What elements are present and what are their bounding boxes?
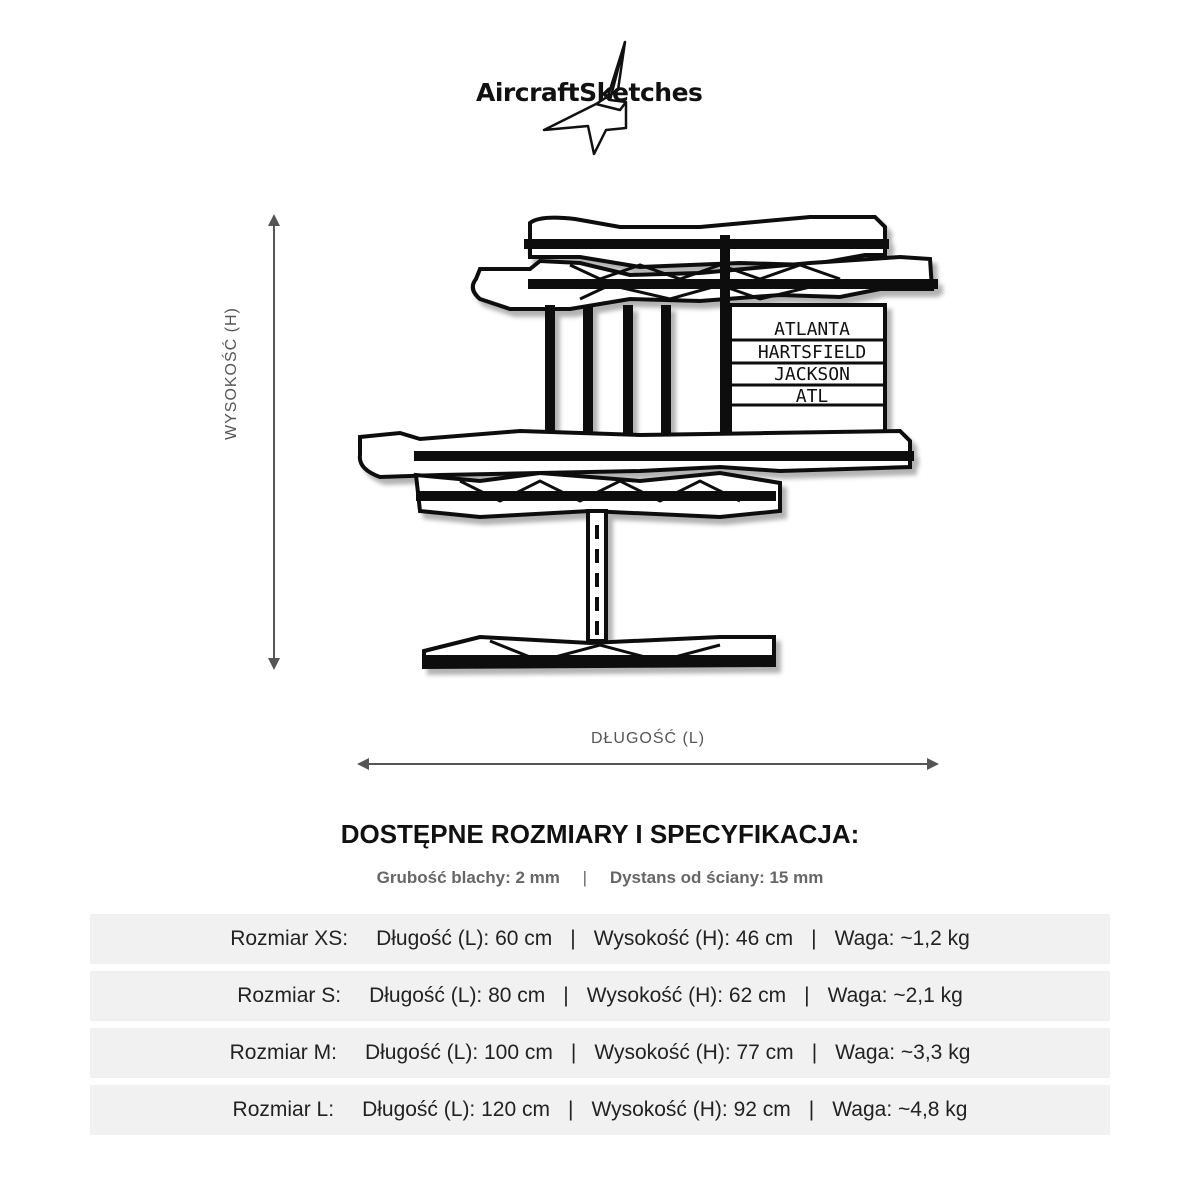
size-weight: Waga: ~1,2 kg [834,927,970,950]
sign-line-1: ATLANTA [774,319,850,340]
size-height: Wysokość (H): 62 cm [586,984,787,1007]
size-height: Wysokość (H): 77 cm [594,1041,794,1064]
size-row-m [90,1028,1110,1078]
sign-line-4: ATL [795,386,829,407]
size-height: Wysokość (H): 92 cm [591,1098,791,1121]
wall-distance: Dystans od ściany: 15 mm [609,868,824,887]
size-length: Długość (L): 60 cm [376,927,553,950]
separator: | [804,984,810,1007]
separator: | [570,1041,577,1064]
sign-line-3: JACKSON [774,364,850,385]
sign-line-2: HARTSFIELD [757,342,867,363]
separator: | [811,927,817,950]
height-dimension-arrow [262,212,286,672]
specs-subtitle [0,868,1200,888]
size-length: Długość (L): 80 cm [369,984,546,1007]
airport-diagram [340,205,950,685]
separator: | [567,1098,574,1121]
size-length: Długość (L): 120 cm [362,1098,550,1121]
length-dimension-label: DŁUGOŚĆ (L) [590,730,706,747]
size-row-xs [90,914,1110,964]
size-height: Wysokość (H): 46 cm [593,927,794,950]
separator: | [808,1098,815,1121]
separator: | [811,1041,818,1064]
separator: | [570,927,576,950]
specs-title: DOSTĘPNE ROZMIARY I SPECYFIKACJA: [340,819,860,849]
length-dimension-arrow [355,754,941,774]
size-weight: Waga: ~2,1 kg [827,984,963,1007]
size-name: Rozmiar M: [229,1041,337,1064]
separator: | [582,868,588,887]
size-name: Rozmiar L: [232,1098,335,1121]
logo-wordmark: AircraftSketches [476,78,703,107]
size-row-s [90,971,1110,1021]
size-weight: Waga: ~4,8 kg [832,1098,968,1121]
size-name: Rozmiar XS: [230,927,349,950]
separator: | [563,984,569,1007]
size-name: Rozmiar S: [237,984,342,1007]
size-length: Długość (L): 100 cm [364,1041,553,1064]
size-row-l [90,1085,1110,1135]
sheet-thickness: Grubość blachy: 2 mm [376,868,560,887]
size-weight: Waga: ~3,3 kg [835,1041,971,1064]
